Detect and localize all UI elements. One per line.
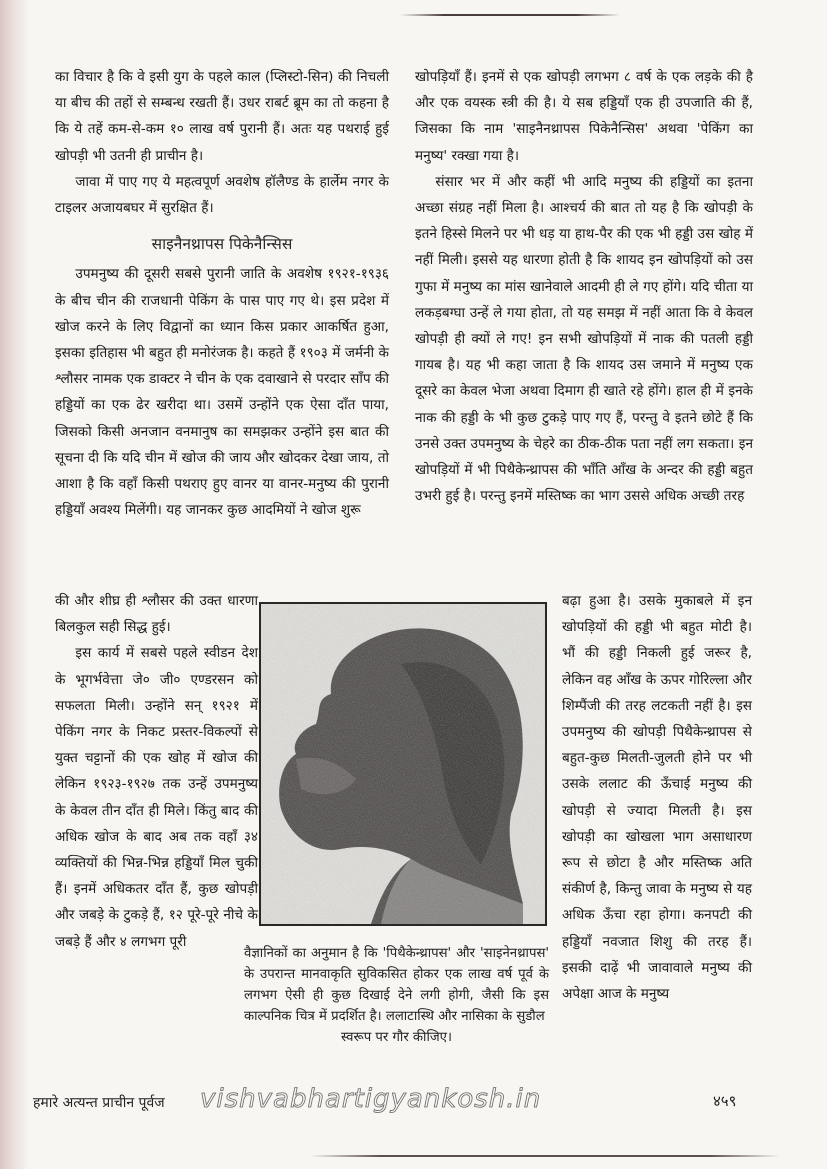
top-rule (400, 14, 620, 16)
left-column-top (55, 64, 389, 523)
right-column-bottom (562, 588, 752, 1007)
paragraph: खोपड़ियाँ हैं। इनमें से एक खोपड़ी लगभग ८ वर्ष के एक लड़के की है और एक वयस्क स्त्री की है। ये सब हड्डियाँ एक ही उपजाति की हैं, जिसका कि नाम 'साइनैनथ्रापस पिकेनैन्सिस' अथवा 'पेकिंग का मनुष्य' रक्खा गया है। (415, 69, 753, 164)
figure-caption (244, 943, 549, 1048)
caption-text: वैज्ञानिकों का अनुमान है कि 'पिथैकेन्थ्रापस' और 'साइनेनथ्रापस' के उपरान्त मानवाकृति सुविकसित होकर एक लाख वर्ष पूर्व के लगभग ऐसी ही कुछ दिखाई देने लगी होगी, जैसी कि इस काल्पनिक चित्र में प्रदर्शित है। ललाटास्थि और नासिका के सुडौल (244, 946, 549, 1024)
left-column-bottom (55, 588, 258, 955)
paragraph: का विचार है कि वे इसी युग के पहले काल (प्लिस्टो-सिन) की निचली या बीच की तहों से सम्बन्ध रखती हैं। उधर राबर्ट ब्रूम का तो कहना है कि ये तहें कम-से-कम १० लाख वर्ष पुरानी हैं। अतः यह पथराई हुई खोपड़ी भी उतनी ही प्राचीन है। (55, 69, 389, 164)
running-title: हमारे अत्यन्त प्राचीन पूर्वज (33, 1095, 165, 1111)
profile-sketch-image (261, 604, 545, 924)
bottom-rule (310, 1155, 780, 1157)
watermark: vishvabhartigyankosh.in (200, 1084, 542, 1114)
paragraph: संसार भर में और कहीं भी आदि मनुष्य की हड्डियों का इतना अच्छा संग्रह नहीं मिला है। आश्चर्य की बात तो यह है कि खोपड़ी के इतने हिस्से मिलने पर भी धड़ या हाथ-पैर की एक भी हड्डी उस खोह में नहीं मिली। इससे यह धारणा होती है कि शायद इन खोपड़ियों को उस गुफा में मनुष्य का मांस खानेवाले आदमी ही ले गए होंगे। यदि चीता या लकड़बग्घा उन्हें ले गया होता, तो यह समझ में नहीं आता कि वे केवल खोपड़ी ही क्यों ले गए! इन सभी खोपड़ियों में नाक की पतली हड्डी गायब है। यह भी कहा जाता है कि शायद उस जमाने में मनुष्य एक दूसरे का केवल भेजा अथवा दिमाग ही खाते रहे होंगे। हाल ही में इनके नाक की हड्डी के भी कुछ टुकड़े पाए गए हैं, परन्तु वे इतने छोटे हैं कि उनसे उक्त उपमनुष्य के चेहरे का ठीक-ठीक पता नहीं लग सकता। इन खोपड़ियों में भी पिथैकेन्थ्रापस की भाँति आँख के अन्दर की हड्डी बहुत उभरी हुई है। परन्तु इनमें मस्तिष्क का भाग उससे अधिक अच्छी तरह (415, 173, 753, 505)
paragraph: की और शीघ्र ही श्लौसर की उक्त धारणा बिलकुल सही सिद्ध हुई। (55, 593, 258, 636)
figure-early-human-sketch (259, 602, 547, 926)
paragraph: जावा में पाए गए ये महत्वपूर्ण अवशेष हॉलैण्ड के हार्लेम नगर के टाइलर अजायबघर में सुरक्षित हैं। (55, 173, 389, 217)
right-column-top (415, 64, 753, 509)
paragraph: उपमनुष्य की दूसरी सबसे पुरानी जाति के अवशेष १९२१-१९३६ के बीच चीन की राजधानी पेकिंग के पास पाए गए थे। इस प्रदेश में खोज करने के लिए विद्वानों का ध्यान किस प्रकार आकर्षित हुआ, इसका इतिहास भी बहुत ही मनोरंजक है। कहते हैं १९०३ में जर्मनी के श्लौसर नामक एक डाक्टर ने चीन के एक दवाखाने से परदार साँप की हड्डियों का एक ढेर खरीदा था। उसमें उन्होंने एक ऐसा दाँत पाया, जिसको किसी अनजान वनमानुष का समझकर उन्होंने इस बात की सूचना दी कि यदि चीन में खोज की जाय और खोदकर देखा जाय, तो आशा है कि वहाँ किसी पथराए हुए वानर या वानर-मनुष्य की पुरानी हड्डियाँ अवश्य मिलेंगी। यह जानकर कुछ आदमियों ने खोज शुरू (55, 266, 389, 519)
section-heading: साइनैनथ्रापस पिकेनैन्सिस (151, 235, 293, 254)
page-gutter-shadow (0, 0, 28, 1169)
page-number: ४५९ (713, 1092, 737, 1110)
paragraph: बढ़ा हुआ है। उसके मुकाबले में इन खोपड़ियों की हड्डी भी बहुत मोटी है। भौं की हड्डी निकली हुई जरूर है, लेकिन वह आँख के ऊपर गोरिल्ला और शिम्पैंजी की तरह लटकती नहीं है। इस उपमनुष्य की खोपड़ी पिथैकेन्थ्रापस से बहुत-कुछ मिलती-जुलती होने पर भी उसके ललाट की ऊँचाई मनुष्य की खोपड़ी से ज्यादा मिलती है। इस खोपड़ी का खोखला भाग असाधारण रूप से छोटा है और मस्तिष्क अति संकीर्ण है, किन्तु जावा के मनुष्य से यह अधिक ऊँचा रहा होगा। कनपटी की हड्डियाँ नवजात शिशु की तरह हैं। इसकी दाढ़ें भी जावावाले मनुष्य की अपेक्षा आज के मनुष्य (562, 593, 752, 1003)
caption-last-line: स्वरूप पर गौर कीजिए। (341, 1030, 452, 1045)
paragraph: इस कार्य में सबसे पहले स्वीडन देश के भूगर्भवेत्ता जे० जी० एण्डरसन को सफलता मिली। उन्होंने सन् १९२१ में पेकिंग नगर के निकट प्रस्तर-विकल्पों से युक्त चट्टानों की एक खोह में खोज की लेकिन १९२३-१९२७ तक उन्हें उपमनुष्य के केवल तीन दाँत ही मिले। किंतु बाद की अधिक खोज के बाद अब तक वहाँ ३४ व्यक्तियों की भिन्न-भिन्न हड्डियाँ मिल चुकी हैं। इनमें अधिकतर दाँत हैं, कुछ खोपड़ी और जबड़े के टुकड़े हैं, १२ पूरे-पूरे नीचे के जबड़े हैं और ४ लगभग पूरी (55, 645, 258, 950)
